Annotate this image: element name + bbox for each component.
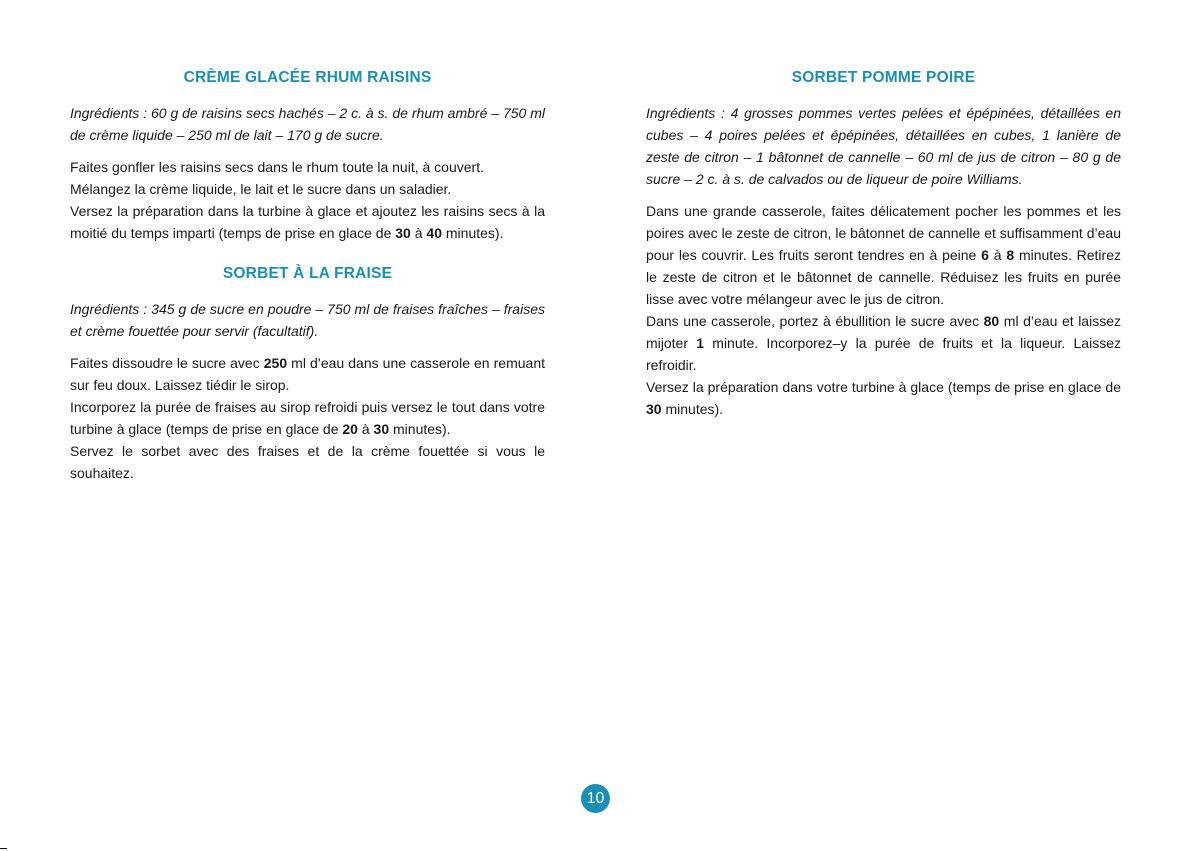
ingredients-text: Ingrédients : 4 grosses pommes vertes pelées et épépinées, détaillées en cubes – 4 poires pelées et épépinées, détaillées en cubes, 1 lanière de zeste de citron – 1 bâtonnet de cannelle – 60 ml de jus de citron – 80 g de sucre – 2 c. à s. de calvados ou de liqueur de poire Williams. bbox=[646, 105, 1121, 187]
recipe-creme-glacee-rhum-raisins bbox=[70, 68, 545, 244]
ingredients-text: Ingrédients : 345 g de sucre en poudre – 750 ml de fraises fraîches – fraises et crème fouettée pour servir (facultatif). bbox=[70, 301, 545, 339]
number-value: 80 bbox=[983, 313, 1000, 329]
number-value: 6 bbox=[981, 247, 989, 263]
instruction-paragraph: Faites gonfler les raisins secs dans le rhum toute la nuit, à couvert. bbox=[70, 159, 484, 175]
recipe-title: SORBET POMME POIRE bbox=[791, 69, 976, 86]
recipe-sorbet-pomme-poire bbox=[646, 68, 1121, 420]
recipe-title: CRÈME GLACÉE RHUM RAISINS bbox=[183, 69, 432, 86]
instruction-paragraph: Versez la préparation dans la turbine à glace et ajoutez les raisins secs à la moitié du temps imparti (temps de prise en glace de 30 à 40 minutes). bbox=[70, 203, 545, 241]
recipe-title: SORBET À LA FRAISE bbox=[222, 265, 393, 282]
instruction-paragraph: Servez le sorbet avec des fraises et de la crème fouettée si vous le souhaitez. bbox=[70, 443, 545, 481]
number-value: 40 bbox=[426, 225, 442, 241]
right-column bbox=[646, 62, 1121, 420]
instruction-paragraph: Dans une grande casserole, faites délicatement pocher les pommes et les poires avec le zeste de citron, le bâtonnet de cannelle et suffisamment d’eau pour les couvrir. Les fruits seront tendres en à peine 6 à 8 minutes. Retirez le zeste de citron et le bâtonnet de cannelle. Réduisez les fruits en purée lisse avec votre mélangeur avec le jus de citron. bbox=[646, 203, 1121, 307]
instruction-paragraph: Faites dissoudre le sucre avec 250 ml d’eau dans une casserole en remuant sur feu doux. Laissez tiédir le sirop. bbox=[70, 355, 545, 393]
instruction-paragraph: Dans une casserole, portez à ébullition le sucre avec 80 ml d’eau et laissez mijoter 1 minute. Incorporez–y la purée de fruits et la liqueur. Laissez refroidir. bbox=[646, 313, 1121, 373]
ingredients-text: Ingrédients : 60 g de raisins secs hachés – 2 c. à s. de rhum ambré – 750 ml de crème liquide – 250 ml de lait – 170 g de sucre. bbox=[70, 105, 545, 143]
instruction-paragraph: Incorporez la purée de fraises au sirop refroidi puis versez le tout dans votre turbine à glace (temps de prise en glace de 20 à 30 minutes). bbox=[70, 399, 545, 437]
number-value: 1 bbox=[696, 335, 705, 351]
recipe-sorbet-fraise bbox=[70, 264, 545, 484]
number-value: 8 bbox=[1006, 247, 1015, 263]
instruction-paragraph: Mélangez la crème liquide, le lait et le sucre dans un saladier. bbox=[70, 181, 452, 197]
page-number-badge: 10 bbox=[581, 784, 610, 813]
number-value: 20 bbox=[342, 421, 358, 437]
instruction-paragraph: Versez la préparation dans votre turbine à glace (temps de prise en glace de 30 minutes). bbox=[646, 379, 1121, 417]
left-column bbox=[70, 62, 545, 484]
number-value: 250 bbox=[263, 355, 288, 371]
number-value: 30 bbox=[646, 401, 662, 417]
number-value: 30 bbox=[373, 421, 390, 437]
number-value: 30 bbox=[395, 225, 411, 241]
crop-mark bbox=[0, 848, 7, 849]
